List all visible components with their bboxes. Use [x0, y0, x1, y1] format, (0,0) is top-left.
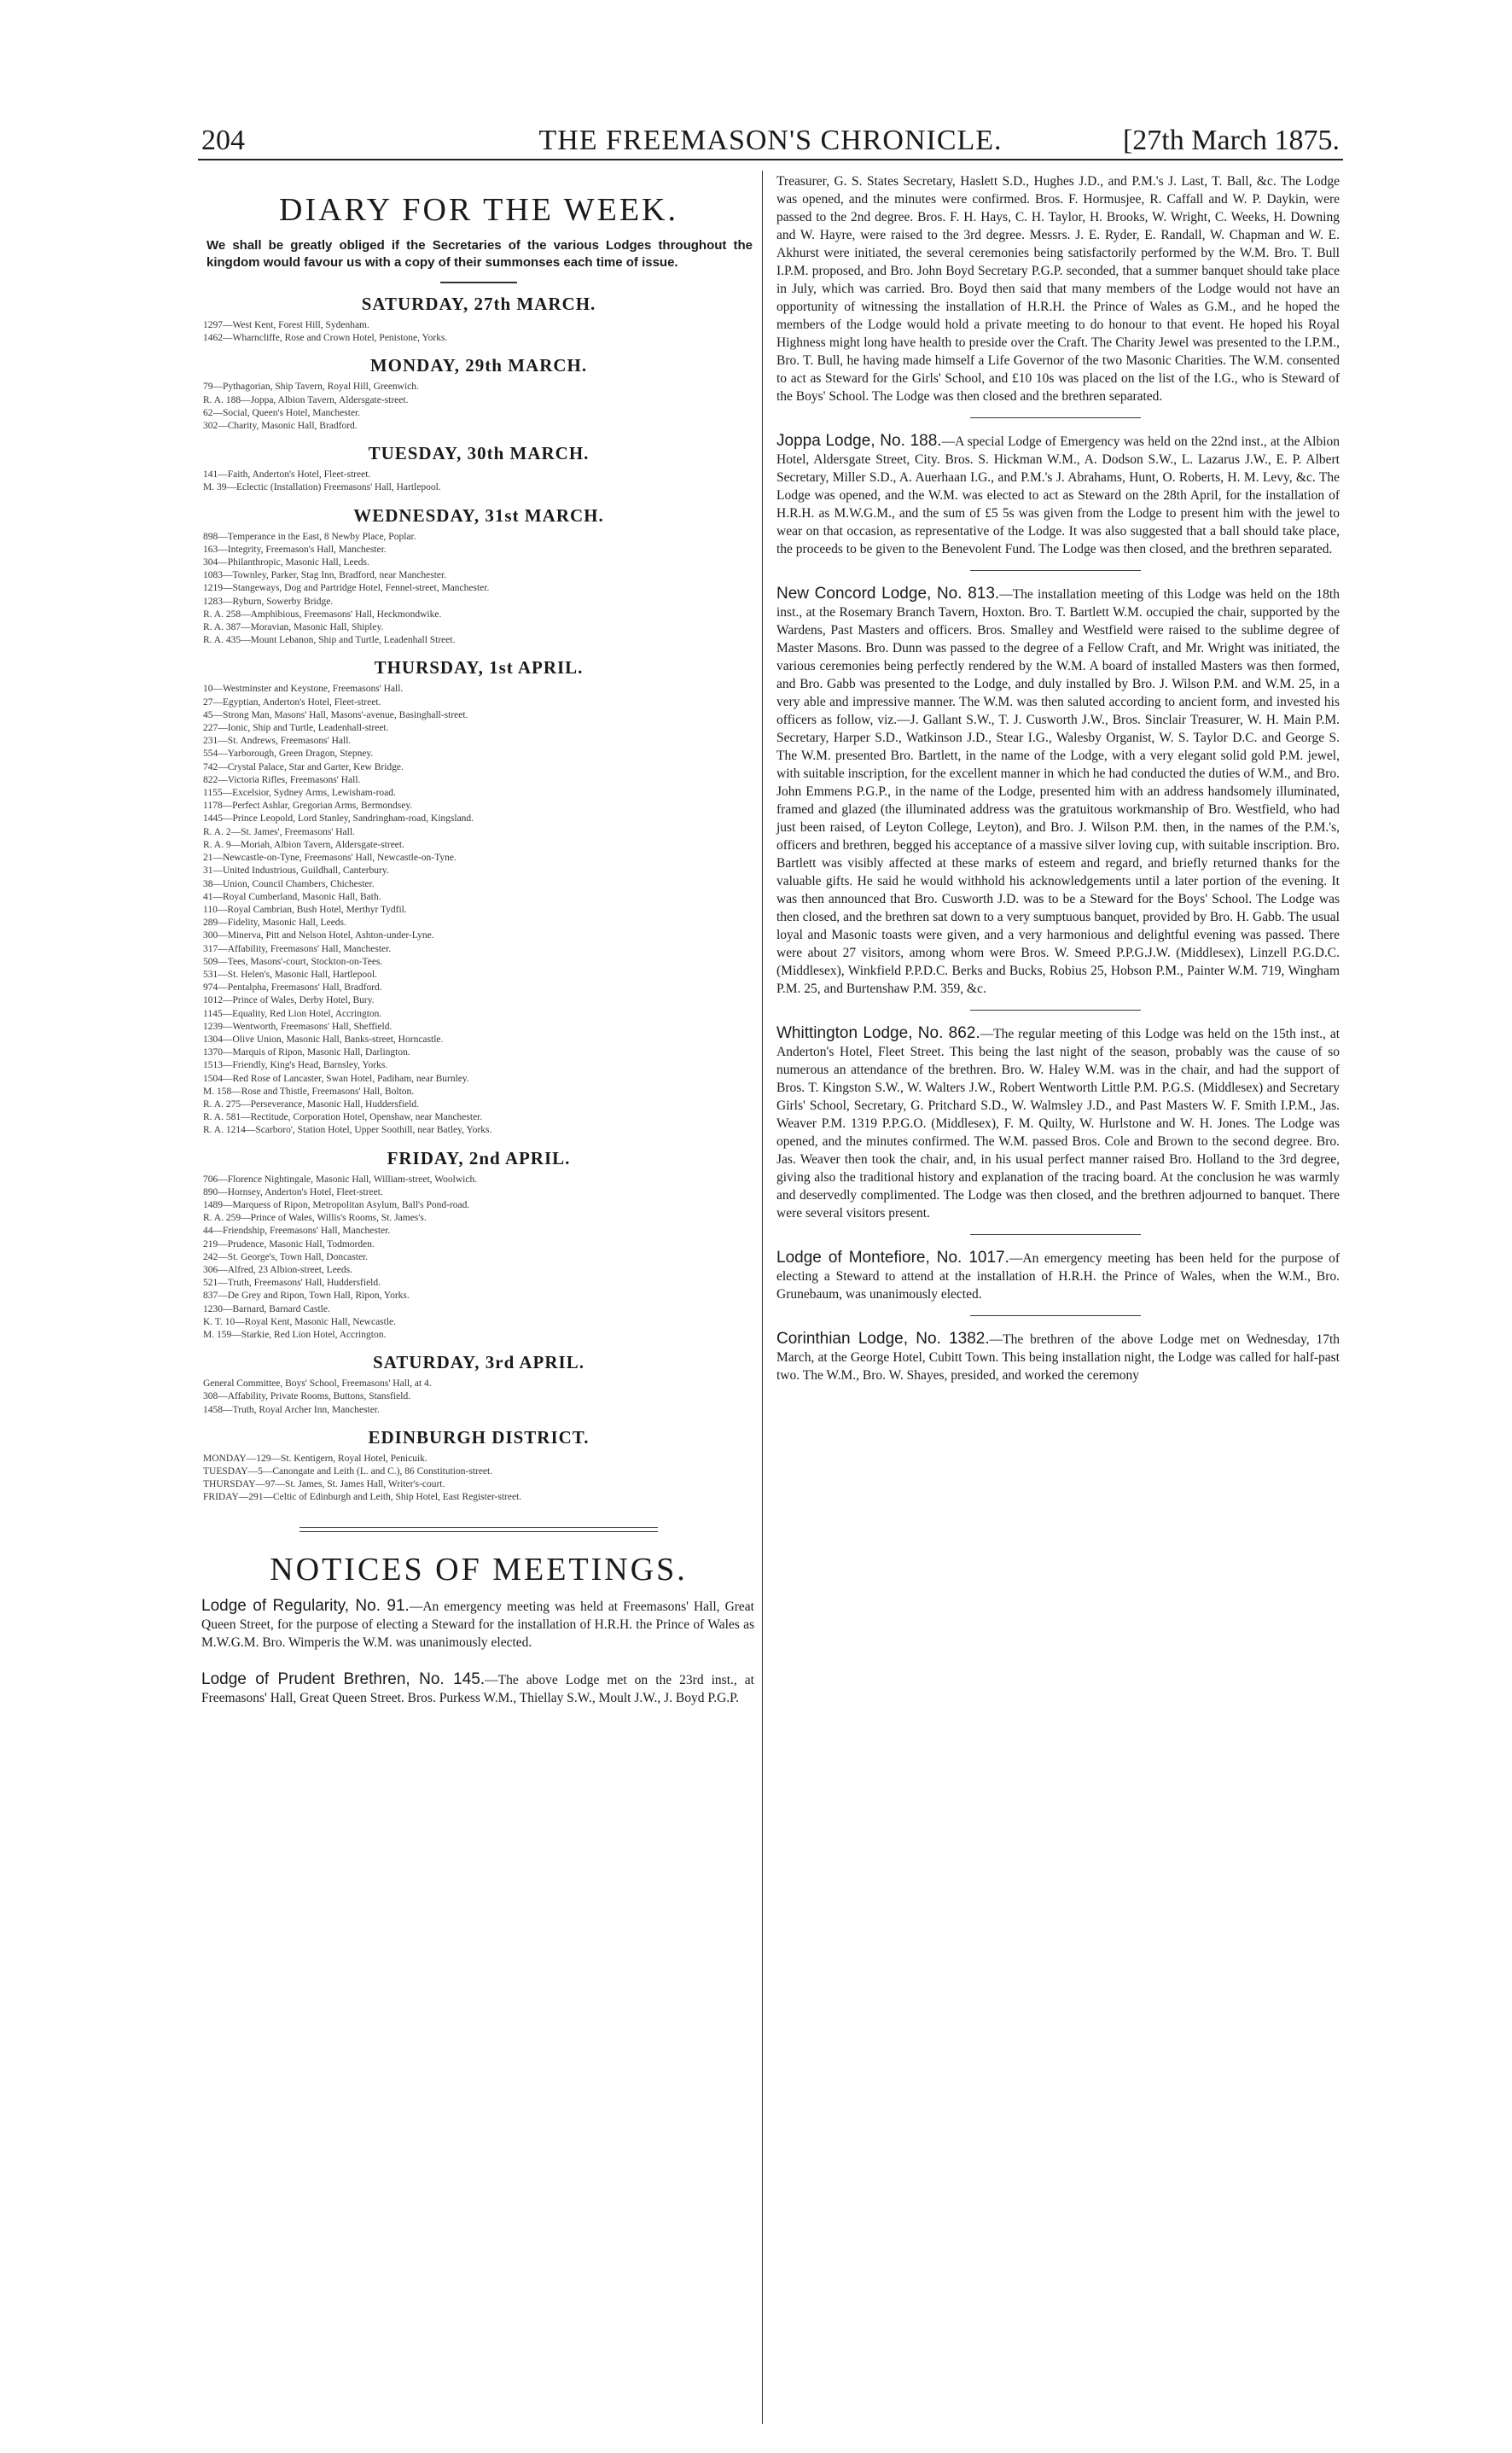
diary-entry: 308—Affability, Private Rooms, Buttons, Stansfield.: [203, 1391, 411, 1402]
double-divider-rule: [299, 1527, 658, 1532]
diary-entry: 231—St. Andrews, Freemasons' Hall.: [203, 736, 352, 747]
masthead-title: THE FREEMASON'S CHRONICLE.: [538, 125, 1003, 156]
diary-entry: 62—Social, Queen's Hotel, Manchester.: [203, 407, 361, 418]
diary-entry: M. 158—Rose and Thistle, Freemasons' Hall, Bolton.: [203, 1086, 415, 1097]
diary-entry: R. A. 435—Mount Lebanon, Ship and Turtle, Leadenhall Street.: [203, 635, 456, 646]
diary-entry: R. A. 581—Rectitude, Corporation Hotel, Openshaw, near Manchester.: [203, 1112, 483, 1123]
diary-entry: R. A. 1214—Scarboro', Station Hotel, Upper Soothill, near Batley, Yorks.: [203, 1125, 492, 1136]
diary-entry: 890—Hornsey, Anderton's Hotel, Fleet-street.: [203, 1186, 383, 1197]
diary-entry: 974—Pentalpha, Freemasons' Hall, Bradford.: [203, 982, 382, 993]
diary-entry: 1219—Stangeways, Dog and Partridge Hotel, Fennel-street, Manchester.: [203, 583, 490, 594]
diary-entry: 1283—Ryburn, Sowerby Bridge.: [203, 596, 334, 607]
diary-entry: 304—Philanthropic, Masonic Hall, Leeds.: [203, 557, 369, 568]
diary-entry-list: [203, 1378, 759, 1417]
diary-day-heading: EDINBURGH DISTRICT.: [368, 1426, 590, 1448]
diary-entry-list: [203, 531, 759, 648]
diary-entry: 509—Tees, Masons'-court, Stockton-on-Tees.: [203, 956, 383, 967]
issue-date: [27th March 1875.: [1122, 125, 1340, 156]
diary-entry: 742—Crystal Palace, Star and Garter, Kew Bridge.: [203, 761, 404, 772]
diary-entry: THURSDAY—97—St. James, St. James Hall, Writer's-court.: [203, 1479, 445, 1490]
diary-entry: 1083—Townley, Parker, Stag Inn, Bradford, near Manchester.: [203, 570, 447, 581]
article-text: —An emergency meeting has been held for the purpose of electing a Steward to attend at the installation of H.R.H. the Prince of Wales, when the W.M., Bro. Grunebaum, was unanimously elected.: [776, 1251, 1340, 1302]
diary-entry: 306—Alfred, 23 Albion-street, Leeds.: [203, 1264, 353, 1275]
notice-spacer: [198, 1652, 759, 1670]
diary-entry: 1504—Red Rose of Lancaster, Swan Hotel, Padiham, near Burnley.: [203, 1073, 469, 1084]
diary-entry: 302—Charity, Masonic Hall, Bradford.: [203, 421, 358, 432]
diary-entry: M. 39—Eclectic (Installation) Freemasons' Hall, Hartlepool.: [203, 482, 441, 493]
diary-entry: 45—Strong Man, Masons' Hall, Masons'-avenue, Basinghall-street.: [203, 709, 468, 720]
diary-entry-list: [203, 469, 759, 494]
notice-text: —An emergency meeting was held at Freemasons' Hall, Great Queen Street, for the purpose of electing a Steward for the installation of H.R.H. the Prince of Wales as M.W.G.M. Bro. Wimperis the W.M. was unanimously elected.: [201, 1599, 754, 1650]
diary-day-heading: MONDAY, 29th MARCH.: [369, 355, 588, 376]
notice-paragraph: [201, 1597, 754, 1652]
diary-entry: MONDAY—129—St. Kentigern, Royal Hotel, Penicuik.: [203, 1453, 427, 1464]
diary-entry: R. A. 259—Prince of Wales, Willis's Rooms, St. James's.: [203, 1213, 427, 1224]
diary-entry: 110—Royal Cambrian, Bush Hotel, Merthyr Tydfil.: [203, 904, 407, 915]
diary-entry: 837—De Grey and Ripon, Town Hall, Ripon, Yorks.: [203, 1291, 410, 1302]
article: [776, 1330, 1340, 1384]
notice-text: —The above Lodge met on the 23rd inst., at Freemasons' Hall, Great Queen Street. Bros. Purkess W.M., Thiellay S.W., Moult J.W., J. Boyd P.G.P.: [201, 1672, 754, 1705]
article-lead: Corinthian Lodge, No. 1382.: [776, 1330, 990, 1348]
diary-entry: 1178—Perfect Ashlar, Gregorian Arms, Bermondsey.: [203, 801, 413, 812]
diary-day-heading: WEDNESDAY, 31st MARCH.: [353, 504, 604, 526]
diary-entry: FRIDAY—291—Celtic of Edinburgh and Leith, Ship Hotel, East Register-street.: [203, 1492, 522, 1503]
diary-entry: 227—Ionic, Ship and Turtle, Leadenhall-street.: [203, 723, 389, 734]
article-paragraph: [776, 585, 1340, 998]
diary-entry-list: [203, 381, 759, 433]
diary-entry: 1304—Olive Union, Masonic Hall, Banks-street, Horncastle.: [203, 1034, 444, 1045]
diary-entry: 1155—Excelsior, Sydney Arms, Lewisham-road.: [203, 788, 396, 799]
diary-intro: We shall be greatly obliged if the Secretaries of the various Lodges throughout the kingdom would favour us with a copy of their summonses each time of issue.: [206, 238, 753, 270]
article-text: —The installation meeting of this Lodge was held on the 18th inst., at the Rosemary Branch Tavern, Hoxton. Bro. T. Bartlett W.M. occupied the chair, supported by the Wardens, Past Masters and officers. Bros. Smalley and Westfield were raised to the sublime degree of Master Masons. Bro. Dunn was passed to the degree of a Fellow Craft, and Mr. Wright was initiated, the various ceremonies being perfectly rendered by the W.M. A board of installed Masters was then formed, and Bro. Gabb was presented to the Lodge, and duly installed by Bro. J. Wilson P.M. and W.M. 25, in a very able and impressive manner. The W.M. was then saluted according to ancient form, and invested his officers as follow, viz.—J. Gallant S.W., T. J. Cusworth J.W., Bros. Sinclair Treasurer, W. H. Main P.M. Secretary, Harper S.D., Watkinson J.D., Stear I.G., Walesby Organist, W. S. Taylor D.C. and George S. The W.M. presented Bro. Bartlett, in the name of the Lodge, with a very elegant solid gold P.M. jewel, with suitable inscription, for the excellent manner in which he had conducted the duties of W.M., and Bro. John Emmens P.G.P., in the name of the Lodge, presented him with an address handsomely illuminated, framed and glazed (the illuminated address was the gratuitous workmanship of Bro. Westfield, who had just been raised, of Leyton College, Leyton), and Bro. J. Wilson P.M. then, in the names of the P.M.'s, officers and brethren, begged his acceptance of a massive silver loving cup, with suitable inscription. Bro. Bartlett was visibly affected at these marks of esteem and regard, and briefly returned thanks for the valuable gifts. He said he would withhold his acknowledgements until a later portion of the evening. It was then announced that Bro. Cusworth J.D. was to be a Steward for the Boys' School. The Lodge was then closed, and the brethren sat down to a very sumptuous banquet, provided by Bro. H. Gabb. The usual loyal and Masonic toasts were given, and a very harmonious and delightful evening was passed. There were about 27 visitors, among whom were Bros. W. Smeed P.P.G.J.W. (Middlesex), Linzell P.G.D.C. (Middlesex), Winkfield P.P.D.C. Berks and Bucks, Robius 25, Hobson P.M., Painter W.M. 719, Wingham P.M. 25, and Burtenshaw P.M. 359, &c.: [776, 587, 1340, 996]
diary-entry: 300—Minerva, Pitt and Nelson Hotel, Ashton-under-Lyne.: [203, 930, 434, 941]
diary-entry: 141—Faith, Anderton's Hotel, Fleet-street.: [203, 469, 371, 481]
diary-entry: 289—Fidelity, Masonic Hall, Leeds.: [203, 918, 346, 929]
continued-article: [776, 172, 1340, 405]
article-text: —The brethren of the above Lodge met on Wednesday, 17th March, at the George Hotel, Cubitt Town. This being installation night, the Lodge was called for half-past two. The W.M., Bro. W. Shayes, presided, and worked the ceremony: [776, 1332, 1340, 1383]
diary-entry: 898—Temperance in the East, 8 Newby Place, Poplar.: [203, 531, 416, 542]
diary-day-heading: TUESDAY, 30th MARCH.: [368, 443, 590, 464]
right-column: [768, 172, 1343, 2426]
diary-entry: M. 159—Starkie, Red Lion Hotel, Accrington.: [203, 1330, 387, 1340]
diary-entry: 44—Friendship, Freemasons' Hall, Manchester.: [203, 1226, 391, 1237]
article: [776, 1249, 1340, 1303]
diary-entry-list: [203, 1453, 759, 1505]
article-divider: [970, 417, 1141, 418]
notice-list: [198, 1597, 759, 1707]
article-lead: Joppa Lodge, No. 188.: [776, 432, 942, 450]
diary-entry-list: [203, 683, 759, 1137]
diary-entry: 531—St. Helen's, Masonic Hall, Hartlepool.: [203, 969, 377, 980]
diary-entry: 163—Integrity, Freemason's Hall, Manchester.: [203, 544, 387, 555]
diary-entry: 822—Victoria Rifles, Freemasons' Hall.: [203, 774, 361, 785]
page-header: [198, 125, 1343, 160]
article-paragraph: [776, 1249, 1340, 1303]
diary-heading: DIARY FOR THE WEEK.: [279, 192, 678, 228]
diary-entry: 31—United Industrious, Guildhall, Canterbury.: [203, 865, 389, 877]
left-column: [198, 172, 759, 2426]
article-text: —The regular meeting of this Lodge was held on the 15th inst., at Anderton's Hotel, Fleet Street. This being the last night of the season, probably was the cause of so numerous an attendance of the brethren. Bro. W. Haley W.M. was in the chair, and had the support of Bros. T. Kingston S.W., W. Walters J.W., Robert Wentworth Little P.M. P.G.S. (Middlesex) and Secretary Girls' School, Secretary, G. Pritchard S.D., W. Walmsley J.D., and Past Masters W. F. Smith I.P.M., Jas. Weaver P.M. 1319 P.P.G.O. (Middlesex), F. M. Quilty, W. Hurlstone and W. H. Jones. The Lodge was opened, and the minutes confirmed. The W.M. passed Bros. Cole and Brown to the second degree. Bro. Jas. Weaver then took the chair, and, in his usual perfect manner raised Bro. Holland to the 3rd degree, giving also the traditional history and explanation of the tracing board. At the conclusion he was warmly and deservedly complimented. The Lodge was then closed, and the brethren adjourned to banquet. There were several visitors present.: [776, 1027, 1340, 1221]
column-divider: [762, 171, 763, 2424]
article-lead: Whittington Lodge, No. 862.: [776, 1024, 980, 1042]
notice-item: [201, 1597, 754, 1652]
diary-entry: 1513—Friendly, King's Head, Barnsley, Yorks.: [203, 1060, 388, 1071]
diary-entry: 1297—West Kent, Forest Hill, Sydenham.: [203, 320, 369, 330]
article-paragraph: [776, 1024, 1340, 1222]
diary-entry: 317—Affability, Freemasons' Hall, Manchester.: [203, 943, 392, 954]
diary-entry: 41—Royal Cumberland, Masonic Hall, Bath.: [203, 891, 381, 902]
diary-entry: 1239—Wentworth, Freemasons' Hall, Sheffield.: [203, 1021, 393, 1032]
diary-days: [198, 294, 759, 1505]
diary-entry: 554—Yarborough, Green Dragon, Stepney.: [203, 749, 374, 760]
article-divider: [970, 1010, 1141, 1011]
diary-entry: 27—Egyptian, Anderton's Hotel, Fleet-street.: [203, 696, 381, 708]
diary-entry: R. A. 275—Perseverance, Masonic Hall, Huddersfield.: [203, 1098, 419, 1110]
diary-entry: R. A. 2—St. James', Freemasons' Hall.: [203, 826, 355, 837]
article-divider: [970, 1234, 1141, 1235]
diary-day-heading: SATURDAY, 3rd APRIL.: [373, 1352, 584, 1373]
article: [776, 585, 1340, 998]
notice-lead: Lodge of Prudent Brethren, No. 145.: [201, 1669, 486, 1688]
article-paragraph: [776, 432, 1340, 558]
diary-entry: 1012—Prince of Wales, Derby Hotel, Bury.: [203, 995, 375, 1006]
article: [776, 432, 1340, 558]
diary-entry: 1445—Prince Leopold, Lord Stanley, Sandringham-road, Kingsland.: [203, 813, 474, 824]
article-list: [768, 417, 1343, 1384]
divider-rule: [440, 282, 517, 283]
diary-entry: R. A. 188—Joppa, Albion Tavern, Aldersgate-street.: [203, 394, 409, 405]
article-lead: New Concord Lodge, No. 813.: [776, 585, 1000, 603]
diary-entry-list: [203, 1174, 759, 1343]
diary-entry: R. A. 387—Moravian, Masonic Hall, Shipley.: [203, 622, 384, 633]
notices-heading: NOTICES OF MEETINGS.: [270, 1551, 688, 1588]
article-paragraph: [776, 1330, 1340, 1384]
diary-entry: 38—Union, Council Chambers, Chichester.: [203, 878, 375, 889]
diary-entry: 219—Prudence, Masonic Hall, Todmorden.: [203, 1238, 375, 1250]
diary-entry: 706—Florence Nightingale, Masonic Hall, William-street, Woolwich.: [203, 1174, 478, 1185]
diary-entry: R. A. 258—Amphibious, Freemasons' Hall, Heckmondwike.: [203, 609, 442, 620]
diary-entry: 1145—Equality, Red Lion Hotel, Accrington.: [203, 1008, 382, 1019]
diary-entry: 1370—Marquis of Ripon, Masonic Hall, Darlington.: [203, 1047, 410, 1058]
diary-entry: 521—Truth, Freemasons' Hall, Huddersfield.: [203, 1278, 381, 1289]
diary-entry: R. A. 9—Moriah, Albion Tavern, Aldersgate-street.: [203, 839, 404, 850]
diary-entry: 1458—Truth, Royal Archer Inn, Manchester.: [203, 1404, 380, 1415]
continued-article-text: Treasurer, G. S. States Secretary, Haslett S.D., Hughes J.D., and P.M.'s J. Last, T. Ball, &c. The Lodge was opened, and the minutes were confirmed. Bros. F. Hormusjee, R. Caffall and W. P. Daykin, were passed to the 2nd degree. Bros. F. H. Hays, C. H. Taylor, H. Brooks, W. Wright, C. Weeks, H. Downing and W. Hayre, were raised to the 3rd degree. Messrs. J. E. Ryder, E. Randall, W. Chapman and W. E. Akhurst were initiated, the several ceremonies being satisfactorily performed by the W.M. Bro. T. Bull I.P.M. proposed, and Bro. John Boyd Secretary P.G.P. seconded, that a summer banquet should take place in July, which was carried. Bro. Boyd then said that many members of the Lodge would not have an opportunity of witnessing the installation of H.R.H. the Prince of Wales as G.M., and he hoped the members of the Lodge would hold a private meeting to do honour to that event. He hoped his Royal Highness might long have health to preside over the Craft. The Charity Jewel was presented to the I.P.M., Bro. T. Bull, he having made himself a Life Governor of the two Masonic Charities. The W.M. consented to act as Steward for the Girls' School, and £10 10s was placed on the list of the I.G., who is Steward of the Boys' School. The Lodge was then closed and the brethren separated.: [776, 174, 1340, 404]
notice-item: [201, 1670, 754, 1707]
article-divider: [970, 570, 1141, 571]
diary-day-heading: FRIDAY, 2nd APRIL.: [387, 1147, 571, 1168]
diary-entry: 21—Newcastle-on-Tyne, Freemasons' Hall, Newcastle-on-Tyne.: [203, 853, 457, 864]
diary-entry: 1230—Barnard, Barnard Castle.: [203, 1303, 330, 1314]
diary-entry: 10—Westminster and Keystone, Freemasons' Hall.: [203, 684, 404, 695]
article: [776, 1024, 1340, 1222]
diary-entry: TUESDAY—5—Canongate and Leith (L. and C.), 86 Constitution-street.: [203, 1466, 493, 1477]
notice-lead: Lodge of Regularity, No. 91.: [201, 1596, 410, 1615]
diary-entry: K. T. 10—Royal Kent, Masonic Hall, Newcastle.: [203, 1316, 397, 1327]
article-divider: [970, 1315, 1141, 1316]
diary-entry: 1462—Wharncliffe, Rose and Crown Hotel, Penistone, Yorks.: [203, 333, 448, 344]
diary-entry: 242—St. George's, Town Hall, Doncaster.: [203, 1251, 369, 1262]
diary-entry: General Committee, Boys' School, Freemasons' Hall, at 4.: [203, 1378, 432, 1390]
article-lead: Lodge of Montefiore, No. 1017.: [776, 1249, 1009, 1267]
diary-day-heading: SATURDAY, 27th MARCH.: [361, 294, 596, 314]
diary-day-heading: THURSDAY, 1st APRIL.: [374, 657, 584, 679]
page-number: 204: [201, 125, 245, 156]
diary-entry: 79—Pythagorian, Ship Tavern, Royal Hill, Greenwich.: [203, 382, 419, 393]
notice-paragraph: [201, 1670, 754, 1707]
diary-entry: 1489—Marquess of Ripon, Metropolitan Asylum, Ball's Pond-road.: [203, 1199, 470, 1210]
article-text: —A special Lodge of Emergency was held on the 22nd inst., at the Albion Hotel, Aldersgate Street, City. Bros. S. Hickman W.M., A. Dodson S.W., L. Lazarus J.W., E. P. Albert Secretary, Miller S.D., A. Auerhaan I.G., and P.M.'s J. Abrahams, Hunt, O. Roberts, H. M. Levy, &c. The Lodge was opened, and the W.M. was elected to act as Steward on the 28th April, for the installation of H.R.H. as M.W.G.M., and the sum of £5 5s was given from the Lodge to present him with the jewel to wear on that occasion, as representative of the Lodge. It was also suggested that a ball should take place, the proceeds to be given to the Benevolent Fund. The Lodge was then closed, and the brethren separated.: [776, 434, 1340, 556]
diary-entry-list: [203, 319, 759, 345]
